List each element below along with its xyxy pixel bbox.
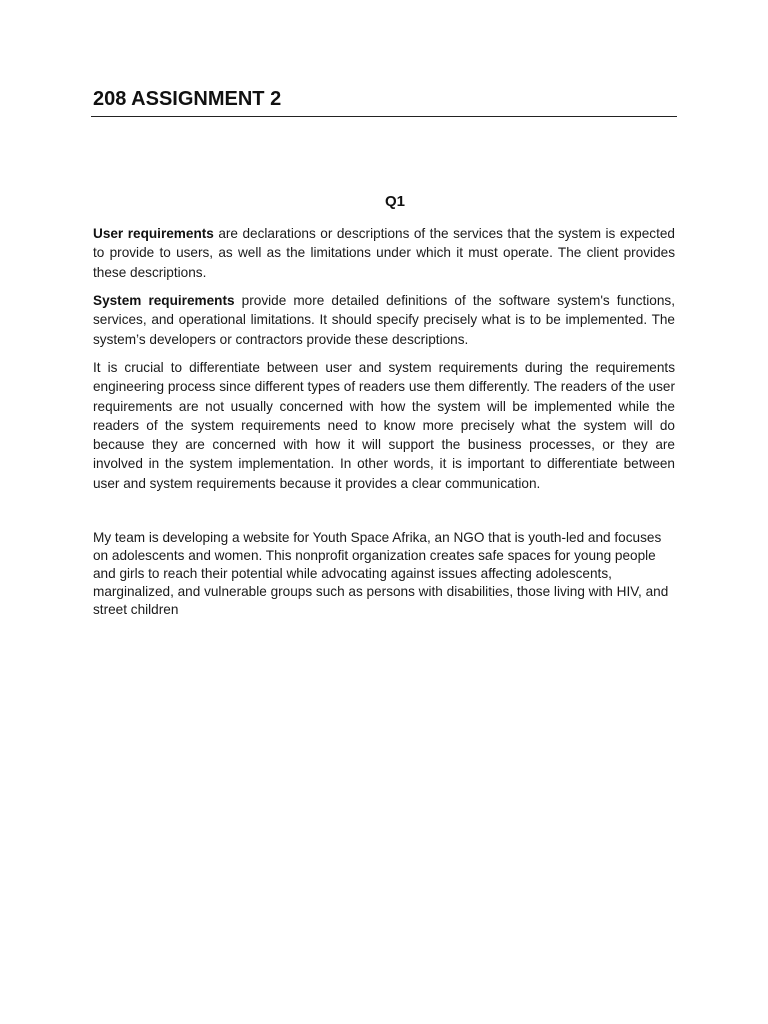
paragraph-text: are declarations or descriptions of the services that the system is expected to provide to users, as well as the limitations under which it must operate. The client provides these descriptions. bbox=[93, 226, 675, 280]
section-heading-q1: Q1 bbox=[384, 193, 405, 210]
paragraph-differentiation: It is crucial to differentiate between user and system requirements during the requirements engineering process since different types of readers use them differently. The readers of the user requirements are not usually concerned with how the system will be implemented while the readers of the system requirements need to know more precisely what the system will do because they are concerned with how it will support the business processes, or they are involved in the system implementation. In other words, it is important to differentiate between user and system requirements because it provides a clear communication. bbox=[93, 360, 675, 491]
paragraph-text: provide more detailed definitions of the software system's functions, services, and operational limitations. It should specify precisely what is to be implemented. The system’s developers or contractors provide these descriptions. bbox=[93, 293, 675, 347]
paragraph-system-requirements bbox=[93, 291, 675, 349]
term-user-requirements: User requirements bbox=[93, 226, 214, 241]
document-title: 208 ASSIGNMENT 2 bbox=[93, 88, 282, 110]
term-system-requirements: System requirements bbox=[93, 293, 235, 308]
paragraph-project-description: My team is developing a website for Youth Space Afrika, an NGO that is youth-led and focuses on adolescents and women. This nonprofit organization creates safe spaces for young people and girls to reach their potential while advocating against issues affecting adolescents, marginalized, and vulnerable groups such as persons with disabilities, those living with HIV, and street children bbox=[93, 530, 669, 617]
paragraph-user-requirements bbox=[93, 224, 675, 282]
title-divider bbox=[91, 116, 677, 117]
